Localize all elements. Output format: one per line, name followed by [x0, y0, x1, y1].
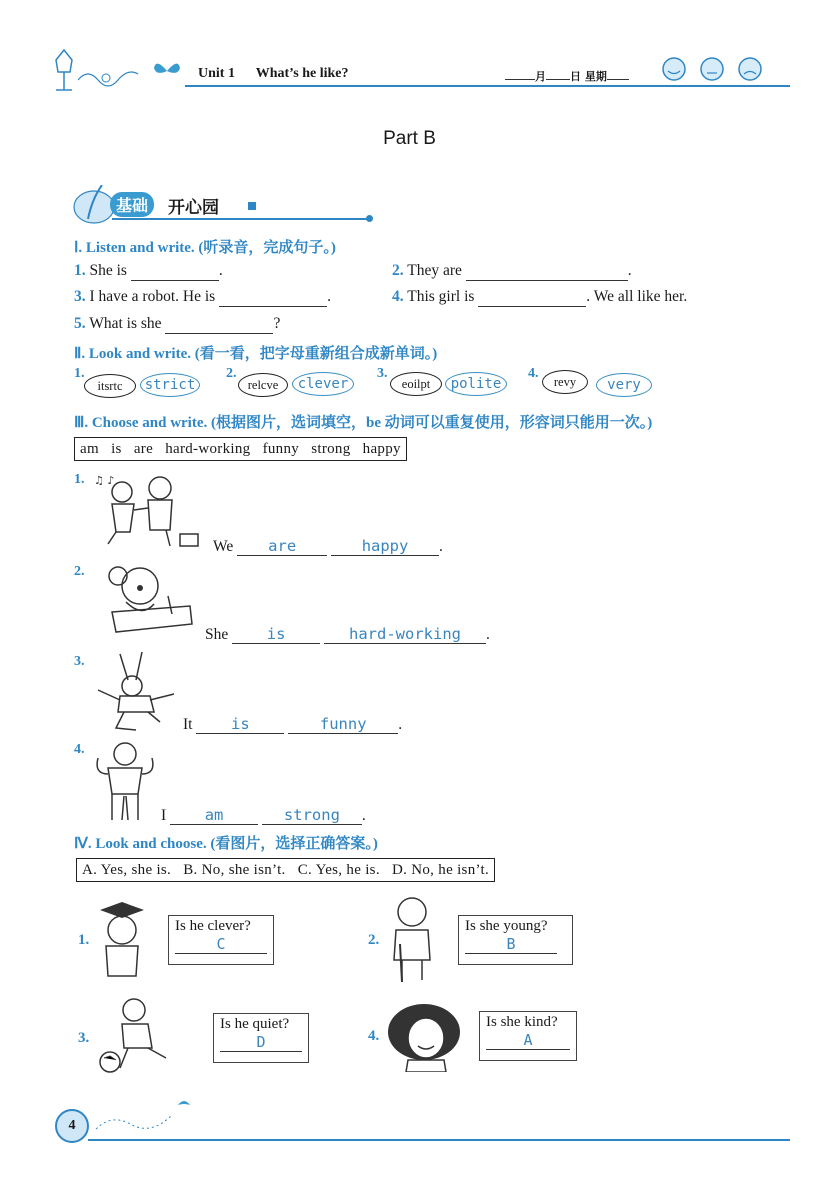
- section-4-title: Ⅳ. Look and choose. (看图片，选择正确答案。): [74, 836, 378, 852]
- weekday-label: 星期: [584, 70, 607, 83]
- answer-blank[interactable]: A: [486, 1031, 570, 1050]
- answer-blank[interactable]: are: [237, 537, 327, 556]
- s4-num-2: 2.: [368, 932, 380, 948]
- answer-blank[interactable]: C: [175, 935, 267, 954]
- scrambled-word: revy: [542, 370, 588, 394]
- answer-word[interactable]: very: [596, 373, 652, 397]
- question-text: Is he clever?: [175, 918, 251, 934]
- lamp-icon: [50, 48, 78, 92]
- page-number: 4: [55, 1109, 89, 1143]
- month-label: 月: [535, 70, 546, 83]
- answer-blank[interactable]: [131, 262, 219, 281]
- answer-blank[interactable]: [165, 315, 273, 334]
- banner-highlight: 基础: [110, 192, 154, 217]
- s2-num-2: 2.: [226, 366, 237, 381]
- s3-item-2: She is hard-working .: [205, 625, 490, 643]
- s3-item-1: We are happy .: [213, 537, 443, 555]
- section-1-title: Ⅰ. Listen and write. (听录音，完成句子。): [74, 240, 336, 256]
- scrambled-word: itsrtc: [84, 374, 136, 398]
- answer-word[interactable]: strict: [140, 373, 200, 397]
- s4-num-4: 4.: [368, 1028, 380, 1044]
- curly-girl-picture: [384, 1000, 464, 1072]
- s3-num-3: 3.: [74, 654, 85, 669]
- answer-word[interactable]: clever: [292, 372, 354, 396]
- question-text: Is she kind?: [486, 1014, 558, 1030]
- s3-num-1: 1.: [74, 472, 85, 487]
- s3-item-4: I am strong .: [161, 806, 366, 824]
- face-icons: [660, 56, 770, 82]
- section-banner: [72, 185, 382, 225]
- options-box: A. Yes, she is. B. No, she isn’t. C. Yes, he is. D. No, he isn’t.: [76, 858, 495, 882]
- question-box: [479, 1011, 577, 1061]
- answer-blank[interactable]: is: [196, 715, 284, 734]
- s2-num-3: 3.: [377, 366, 388, 381]
- section-2-title: Ⅱ. Look and write. (看一看，把字母重新组合成新单词。): [74, 346, 438, 362]
- s1-item-1: 1. She is .: [74, 262, 223, 279]
- answer-blank[interactable]: happy: [331, 537, 439, 556]
- rabbit-picture: [90, 650, 182, 734]
- footer: [0, 1095, 819, 1155]
- unit-label: Unit 1: [198, 66, 235, 81]
- answer-blank[interactable]: [478, 288, 586, 307]
- question-text: Is she young?: [465, 918, 548, 934]
- butterfly-icon: [152, 58, 182, 84]
- answer-blank[interactable]: [219, 288, 327, 307]
- part-title: Part B: [383, 128, 436, 149]
- answer-blank[interactable]: hard-working: [324, 625, 486, 644]
- word-bank: am is are hard-working funny strong happy: [74, 437, 407, 461]
- s1-item-2: 2. They are .: [392, 262, 632, 279]
- banner-text: 开心园: [168, 198, 219, 218]
- unit-title: What’s he like?: [255, 66, 349, 81]
- strong-man-picture: [90, 738, 160, 826]
- question-text: Is he quiet?: [220, 1016, 290, 1032]
- s4-num-3: 3.: [78, 1030, 90, 1046]
- s3-num-4: 4.: [74, 742, 85, 757]
- s3-num-2: 2.: [74, 564, 85, 579]
- answer-word[interactable]: polite: [445, 372, 507, 396]
- s1-item-3: 3. I have a robot. He is .: [74, 288, 331, 305]
- question-box: [458, 915, 573, 965]
- s2-num-4: 4.: [528, 366, 539, 381]
- question-box: [168, 915, 274, 965]
- svg-text:♫ ♪: ♫ ♪: [94, 474, 115, 487]
- answer-blank[interactable]: am: [170, 806, 258, 825]
- swirl-decoration: [78, 62, 158, 92]
- s4-num-1: 1.: [78, 932, 90, 948]
- s3-item-3: It is funny .: [183, 715, 403, 733]
- s2-num-1: 1.: [74, 366, 85, 381]
- old-woman-picture: [384, 894, 440, 984]
- boy-football-picture: [94, 996, 190, 1078]
- day-label: 日: [570, 70, 581, 83]
- section-3-title: Ⅲ. Choose and write. (根据图片，选词填空，be 动词可以重复使用，形容词只能用一次。): [74, 415, 653, 431]
- answer-blank[interactable]: [466, 262, 628, 281]
- scrambled-word: eoilpt: [390, 372, 442, 396]
- answer-blank[interactable]: B: [465, 935, 557, 954]
- bird-decoration: [92, 1095, 202, 1135]
- girl-writing-picture: [92, 562, 198, 644]
- answer-blank[interactable]: is: [232, 625, 320, 644]
- answer-blank[interactable]: strong: [262, 806, 362, 825]
- s1-item-4: 4. This girl is . We all like her.: [392, 288, 688, 305]
- s1-item-5: 5. What is she ?: [74, 315, 281, 332]
- dancing-kids-picture: [90, 470, 210, 554]
- boy-graduate-picture: [94, 900, 150, 980]
- answer-blank[interactable]: funny: [288, 715, 398, 734]
- answer-blank[interactable]: D: [220, 1033, 302, 1052]
- header: [0, 40, 819, 100]
- question-box: [213, 1013, 309, 1063]
- scrambled-word: relcve: [238, 373, 288, 397]
